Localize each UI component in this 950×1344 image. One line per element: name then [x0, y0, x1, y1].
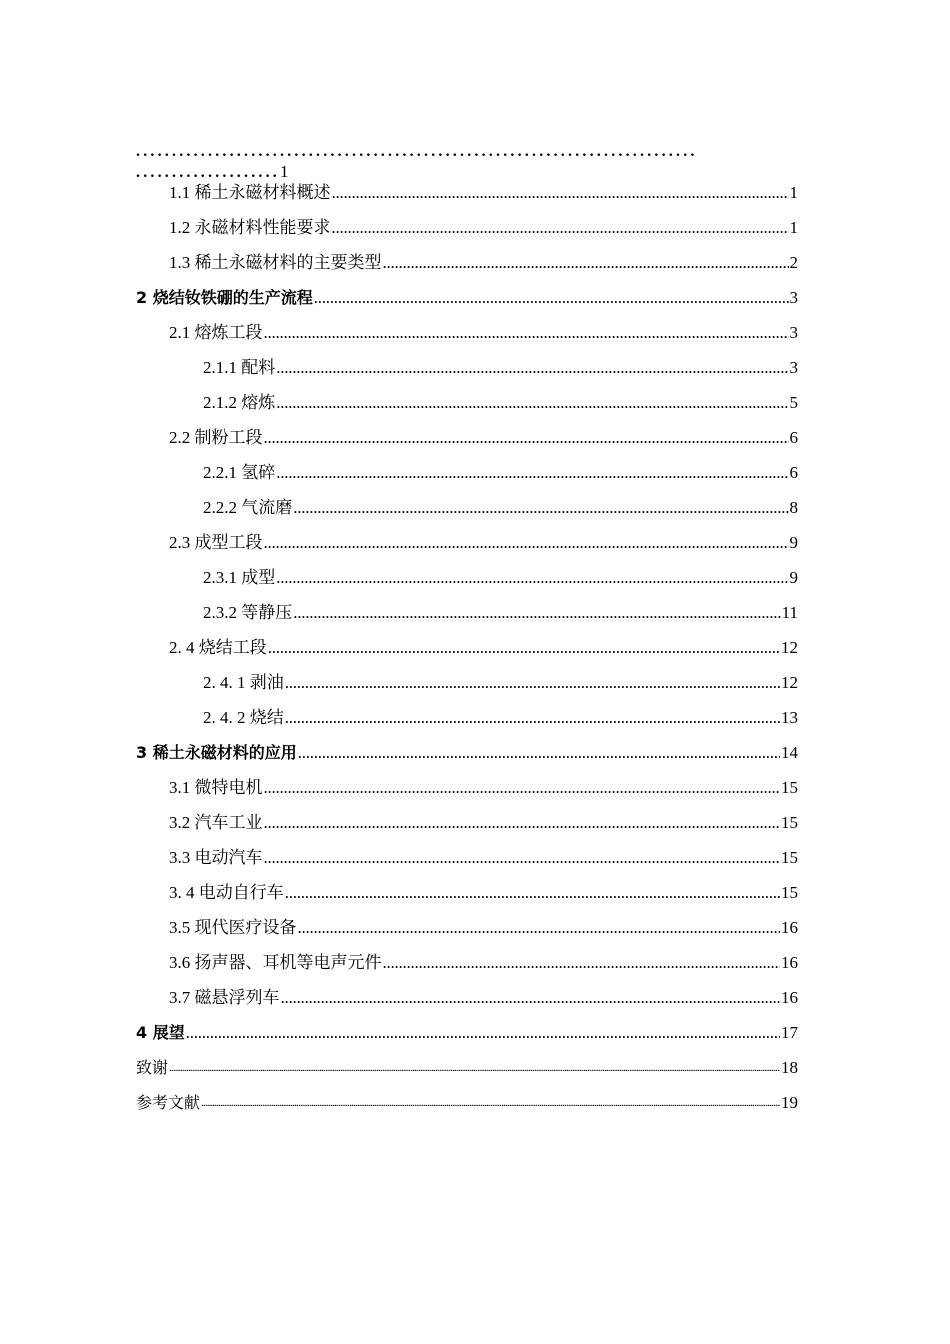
toc-entry-2-2[interactable]: [169, 421, 798, 455]
toc-leader: [186, 1016, 780, 1050]
toc-leader: [298, 911, 781, 945]
toc-entry-2-2-2[interactable]: [203, 491, 798, 525]
toc-entry-page: 16: [781, 918, 798, 937]
toc-entry-page: 11: [781, 603, 798, 622]
toc-entry-3-6[interactable]: [169, 946, 798, 980]
toc-entry-2-2-1[interactable]: [203, 456, 798, 490]
toc-leader: [264, 526, 789, 560]
toc-entry-label: 致谢: [136, 1058, 169, 1077]
toc-entry-acknowledgements[interactable]: [136, 1051, 798, 1085]
toc-page-number: 1: [280, 162, 289, 181]
toc-entry-label: 3.3 电动汽车: [169, 848, 263, 867]
toc-entry-label: 2.2 制粉工段: [169, 428, 263, 447]
toc-entry-1-2[interactable]: [169, 211, 798, 245]
toc-leader: [293, 491, 788, 525]
toc-entry-page: 19: [781, 1093, 798, 1112]
toc-entry-page: 15: [781, 813, 798, 832]
toc-entry-2-3[interactable]: [169, 526, 798, 560]
toc-leader-dots: ..............................................................................: [136, 143, 698, 160]
toc-entry-label: 2.3.2 等静压: [203, 603, 293, 622]
toc-leader: [264, 421, 789, 455]
toc-leader: [201, 1086, 780, 1120]
toc-entry-page: 15: [781, 883, 798, 902]
toc-leader: [285, 701, 780, 735]
toc-leader: [332, 211, 789, 245]
toc-entry-page: 12: [781, 673, 798, 692]
toc-entry-label: 1.1 稀土永磁材料概述: [169, 183, 331, 202]
toc-entry-2-4-2[interactable]: [203, 701, 798, 735]
toc-entry-2[interactable]: [136, 281, 798, 315]
toc-leader: [383, 246, 789, 280]
toc-entry-page: 14: [781, 743, 798, 762]
toc-entry-page: 5: [789, 393, 798, 412]
toc-entry-label: 2.1.2 熔炼: [203, 393, 276, 412]
toc-entry-3-3[interactable]: [169, 841, 798, 875]
toc-leader: [281, 981, 781, 1015]
toc-entry-2-3-1[interactable]: [203, 561, 798, 595]
toc-entry-label: 1.2 永磁材料性能要求: [169, 218, 331, 237]
toc-entry-2-4-1[interactable]: [203, 666, 798, 700]
toc-entry-page: 6: [789, 428, 798, 447]
toc-leader: [383, 946, 781, 980]
toc-entry-label: 2 烧结钕铁硼的生产流程: [136, 288, 313, 307]
toc-leader: [276, 351, 788, 385]
toc-entry-label: 2.3 成型工段: [169, 533, 263, 552]
toc-entry-3-7[interactable]: [169, 981, 798, 1015]
toc-entry-label: 3. 4 电动自行车: [169, 883, 284, 902]
toc-entry-page: 2: [789, 253, 798, 272]
toc-entry-page: 13: [781, 708, 798, 727]
toc-entry-1-3[interactable]: [169, 246, 798, 280]
toc-entry-3-1[interactable]: [169, 771, 798, 805]
toc-entry-3-2[interactable]: [169, 806, 798, 840]
toc-entry-label: 2.1.1 配料: [203, 358, 276, 377]
toc-entry-label: 3 稀土永磁材料的应用: [136, 743, 297, 762]
toc-entry-page: 3: [789, 358, 798, 377]
toc-entry-label: 2.2.2 气流磨: [203, 498, 293, 517]
toc-entry-label: 1.3 稀土永磁材料的主要类型: [169, 253, 382, 272]
toc-leader: [285, 666, 780, 700]
toc-entry-2-3-2[interactable]: [203, 596, 798, 630]
toc-entry-page: 15: [781, 778, 798, 797]
toc-entry-label: 2. 4. 2 烧结: [203, 708, 284, 727]
toc-entry-label: 2.1 熔炼工段: [169, 323, 263, 342]
toc-leader: [264, 841, 781, 875]
toc-entry-3[interactable]: [136, 736, 798, 770]
toc-entry-label: 3.7 磁悬浮列车: [169, 988, 280, 1007]
toc-entry-3-5[interactable]: [169, 911, 798, 945]
toc-entry-page: 1: [789, 183, 798, 202]
toc-entry-4[interactable]: [136, 1016, 798, 1050]
toc-entry-page: 16: [781, 988, 798, 1007]
toc-entry-page: 3: [789, 323, 798, 342]
toc-entry-page: 6: [789, 463, 798, 482]
toc-entry-label: 2. 4. 1 剥油: [203, 673, 284, 692]
toc-entry-page: 1: [789, 218, 798, 237]
toc-entry-label: 2.2.1 氢碎: [203, 463, 276, 482]
toc-entry-2-1-1[interactable]: [203, 351, 798, 385]
toc-entry-label: 4 展望: [136, 1023, 185, 1042]
toc-leader: [264, 771, 781, 805]
toc-entry-page: 16: [781, 953, 798, 972]
toc-leader: [285, 876, 780, 910]
toc-entry-page: 9: [789, 533, 798, 552]
toc-entry-label: 参考文献: [136, 1093, 201, 1112]
toc-leader: [264, 806, 781, 840]
toc-leader: [276, 456, 788, 490]
toc-leader: [314, 281, 789, 315]
toc-leader: [293, 596, 780, 630]
toc-leader: [298, 736, 780, 770]
toc-entry-page: 9: [789, 568, 798, 587]
toc-entry-label: 3.2 汽车工业: [169, 813, 263, 832]
toc-entry-page: 18: [781, 1058, 798, 1077]
toc-entry-2-1[interactable]: [169, 316, 798, 350]
toc-entry-3-4[interactable]: [169, 876, 798, 910]
toc-entry-label: 3.5 现代医疗设备: [169, 918, 297, 937]
toc-entry-label: 3.6 扬声器、耳机等电声元件: [169, 953, 382, 972]
toc-entry-page: 8: [789, 498, 798, 517]
toc-leader: [276, 386, 788, 420]
toc-entry-1-1[interactable]: [169, 176, 798, 210]
toc-entry-references[interactable]: [136, 1086, 798, 1120]
toc-entry-page: 15: [781, 848, 798, 867]
toc-entry-label: 2.3.1 成型: [203, 568, 276, 587]
toc-entry-page: 17: [781, 1023, 798, 1042]
toc-entry-label: 3.1 微特电机: [169, 778, 263, 797]
toc-leader: [169, 1051, 780, 1085]
toc-leader: [276, 561, 788, 595]
toc-leader-dots-continued: ....................: [136, 164, 280, 181]
toc-entry-2-4[interactable]: [169, 631, 798, 665]
toc-leader: [332, 176, 789, 210]
toc-entry-label: 2. 4 烧结工段: [169, 638, 267, 657]
toc-leader: [264, 316, 789, 350]
toc-entry-2-1-2[interactable]: [203, 386, 798, 420]
toc-entry-page: 3: [789, 288, 798, 307]
toc-entry-page: 12: [781, 638, 798, 657]
toc-leader: [268, 631, 780, 665]
